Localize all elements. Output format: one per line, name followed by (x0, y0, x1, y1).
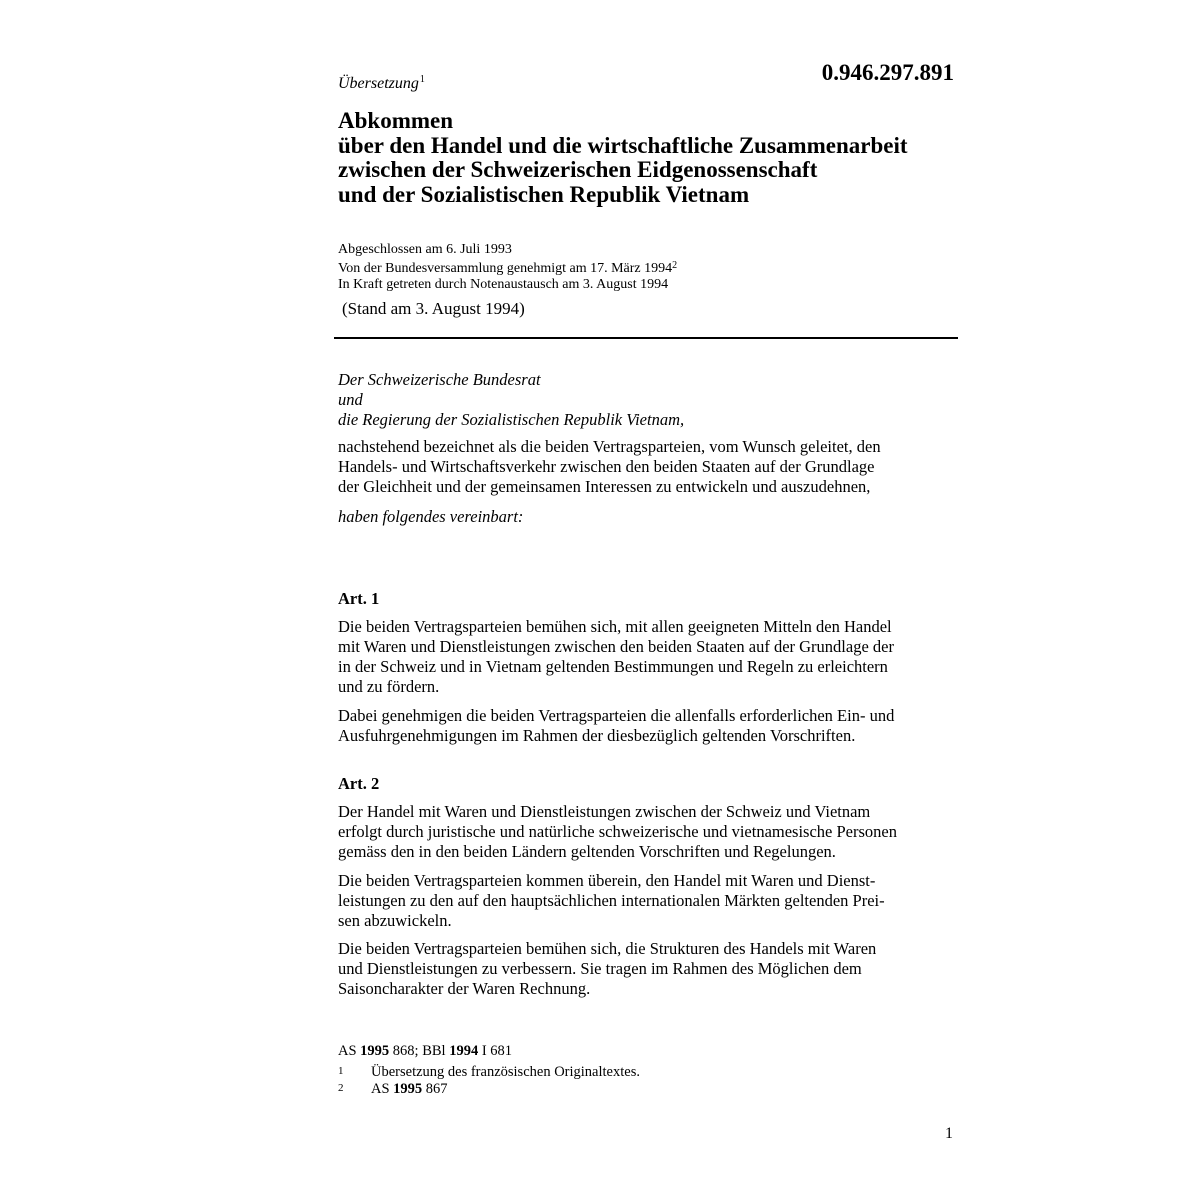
document-title (338, 109, 978, 207)
header-divider (334, 337, 958, 339)
footnote-2 (338, 1081, 640, 1098)
approved-date (338, 258, 677, 277)
article-1-heading: Art. 1 (338, 589, 380, 608)
text-line: Saisoncharakter der Waren Rechnung. (338, 979, 591, 998)
text-line: Die beiden Vertragsparteien bemühen sich, mit allen geeigneten Mitteln den Handel (338, 617, 892, 636)
article-1-paragraph-1 (338, 617, 956, 697)
footnotes (338, 1043, 640, 1098)
preamble-parties (338, 370, 684, 430)
page-number: 1 (945, 1125, 953, 1142)
footnote-bold: 1995 (393, 1081, 423, 1097)
footnote-1 (338, 1064, 640, 1081)
party-1: Der Schweizerische Bundesrat (338, 370, 541, 389)
text-line: und Dienstleistungen zu verbessern. Sie tragen im Rahmen des Möglichen dem (338, 959, 862, 978)
translation-label (338, 74, 425, 93)
article-2-paragraph-3 (338, 939, 956, 999)
source-text: 868; BBl (389, 1043, 450, 1059)
conjunction: und (338, 390, 363, 409)
title-line: Abkommen (338, 108, 454, 133)
text-line: leistungen zu den auf den hauptsächlichen internationalen Märkten geltenden Prei- (338, 891, 885, 910)
text-line: Die beiden Vertragsparteien bemühen sich, die Strukturen des Handels mit Waren (338, 939, 877, 958)
text-line: gemäss den in den beiden Ländern geltenden Vorschriften und Regelungen. (338, 842, 836, 861)
source-text: I 681 (478, 1043, 513, 1059)
text-line: sen abzuwickeln. (338, 911, 452, 930)
text-line: in der Schweiz und in Vietnam geltenden Bestimmungen und Regeln zu erleichtern (338, 657, 888, 676)
text-line: nachstehend bezeichnet als die beiden Vertragsparteien, vom Wunsch geleitet, den (338, 437, 881, 456)
source-year: 1995 (360, 1043, 390, 1059)
preamble-closing: haben folgendes vereinbart: (338, 507, 524, 526)
text-line: erfolgt durch juristische und natürliche schweizerische und vietnamesische Personen (338, 822, 897, 841)
title-line: über den Handel und die wirtschaftliche Zusammenarbeit (338, 132, 908, 158)
title-line: und der Sozialistischen Republik Vietnam (338, 181, 750, 207)
document-meta (338, 242, 677, 293)
footnote-text-part: 867 (422, 1081, 448, 1097)
article-2-heading: Art. 2 (338, 774, 380, 793)
text-line: der Gleichheit und der gemeinsamen Interessen zu entwickeln und auszudehnen, (338, 477, 871, 496)
article-1-paragraph-2 (338, 706, 956, 746)
footnote-ref-1[interactable]: 1 (419, 74, 425, 85)
in-force-date: In Kraft getreten durch Notenaustausch am 3. August 1994 (338, 277, 669, 292)
footnote-text-part: Übersetzung des französischen Originaltextes. (371, 1064, 640, 1080)
text-line: Ausfuhrgenehmigungen im Rahmen der diesbezüglich geltenden Vorschriften. (338, 726, 856, 745)
article-2-paragraph-2 (338, 871, 956, 931)
text-line: mit Waren und Dienstleistungen zwischen den beiden Staaten auf der Grundlage der (338, 637, 894, 656)
footnote-text-part: AS (371, 1081, 394, 1097)
title-line: zwischen der Schweizerischen Eidgenossenschaft (338, 157, 818, 182)
translation-label-text: Übersetzung (338, 75, 419, 92)
footnote-number: 1 (338, 1065, 344, 1077)
sr-number: 0.946.297.891 (821, 60, 954, 85)
footnote-ref-2[interactable]: 2 (672, 260, 678, 271)
source-year: 1994 (449, 1043, 479, 1059)
footnote-number: 2 (338, 1082, 344, 1094)
concluded-date: Abgeschlossen am 6. Juli 1993 (338, 242, 512, 257)
footnote-text (371, 1064, 640, 1081)
status-date: (Stand am 3. August 1994) (342, 299, 525, 318)
source-text: AS (338, 1043, 361, 1059)
article-2-paragraph-1 (338, 802, 956, 862)
footnote-text (371, 1081, 448, 1098)
preamble-text (338, 437, 956, 497)
text-line: Dabei genehmigen die beiden Vertragsparteien die allenfalls erforderlichen Ein- und (338, 706, 895, 725)
approved-date-text: Von der Bundesversammlung genehmigt am 17. März 1994 (338, 261, 673, 276)
text-line: Die beiden Vertragsparteien kommen überein, den Handel mit Waren und Dienst- (338, 871, 876, 890)
text-line: und zu fördern. (338, 677, 440, 696)
source-reference (338, 1043, 640, 1060)
text-line: Handels- und Wirtschaftsverkehr zwischen den beiden Staaten auf der Grundlage (338, 457, 875, 476)
text-line: Der Handel mit Waren und Dienstleistungen zwischen der Schweiz und Vietnam (338, 802, 871, 821)
party-2: die Regierung der Sozialistischen Republik Vietnam, (338, 410, 685, 429)
